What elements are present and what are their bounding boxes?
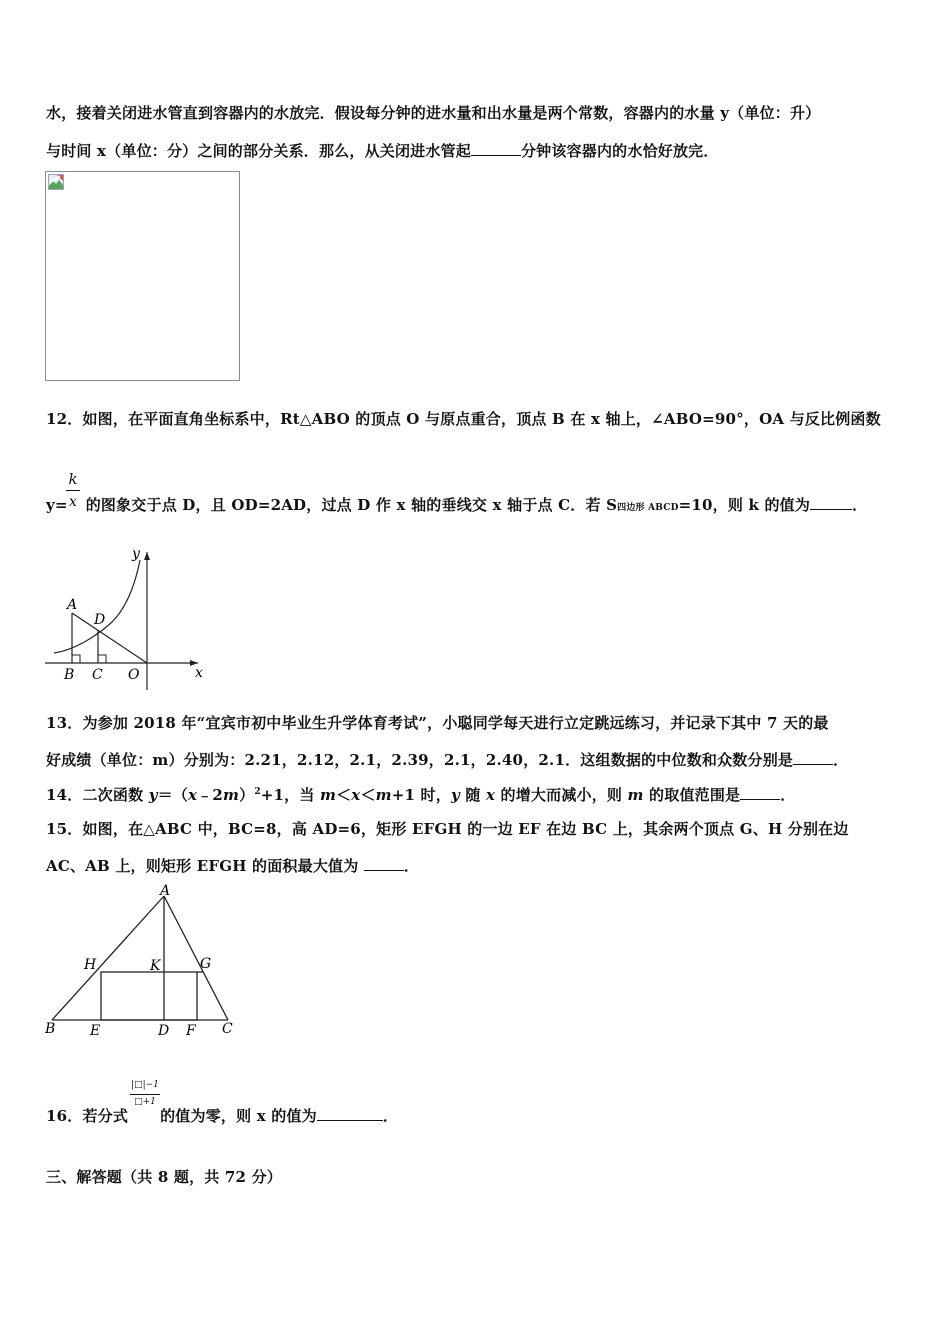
q15-text: AC、AB 上，则矩形 EFGH 的面积最大值为 xyxy=(46,857,364,875)
q12-label-C: C xyxy=(92,667,103,683)
q16-text-2: 的值为零，则 x 的值为 xyxy=(160,1107,317,1125)
intro-line-2 xyxy=(46,140,719,161)
q15-label-D: D xyxy=(158,1023,170,1039)
q12-frac-denominator: x xyxy=(69,494,77,510)
q13-text: 好成绩（单位：m）分别为：2.21，2.12，2.1，2.39，2.1，2.40，2.1．这组数据的中位数和众数分别是 xyxy=(46,751,794,769)
q14-var-y2: y xyxy=(450,786,460,804)
q14-text-9: 随 xyxy=(459,786,486,804)
q14-text-4: ） xyxy=(239,786,255,804)
q12-line-1: 12．如图，在平面直角坐标系中，Rt△ABO 的顶点 O 与原点重合，顶点 B 在 x 轴上，∠ABO=90°，OA 与反比例函数 xyxy=(46,410,881,428)
answer-blank xyxy=(471,143,521,156)
q15-line-2 xyxy=(46,855,419,876)
q12-label-D: D xyxy=(94,612,106,628)
q16-answer-blank xyxy=(317,1108,383,1121)
q12-label-A: A xyxy=(67,597,78,613)
q14-superscript: 2 xyxy=(254,787,261,797)
q12-subscript: 四边形 ABCD xyxy=(617,503,679,513)
q16-text-1: 16．若分式 xyxy=(46,1107,129,1125)
q14-var-m4: m xyxy=(627,786,644,804)
q12-end: ． xyxy=(852,496,868,514)
q14-var-m2: m xyxy=(320,786,337,804)
q14-text-5: +1，当 xyxy=(260,786,321,804)
q12-label-O: O xyxy=(128,667,140,683)
q15-line-1: 15．如图，在△ABC 中，BC=8，高 AD=6，矩形 EFGH 的一边 EF 在边 BC 上，其余两个顶点 G、H 分别在边 xyxy=(46,820,849,838)
q12-y-prefix: y= xyxy=(46,496,68,514)
q12-frac-bar xyxy=(66,490,80,491)
q14-var-m3: m xyxy=(375,786,392,804)
q16-line xyxy=(46,1105,398,1126)
q14-text-2: ＝（ xyxy=(157,786,189,804)
q15-label-H: H xyxy=(84,957,97,973)
q14-var-x: x xyxy=(188,786,198,804)
q14-var-x3: x xyxy=(485,786,496,804)
q12-frac-numerator: k xyxy=(68,470,78,488)
q12-label-B: B xyxy=(64,667,75,683)
intro-line-1: 水，接着关闭进水管直到容器内的水放完．假设每分钟的进水量和出水量是两个常数，容器内的水量 y（单位：升） xyxy=(46,104,821,122)
broken-image-placeholder xyxy=(45,171,240,381)
intro-line-2-tail: 分钟该容器内的水恰好放完． xyxy=(520,142,719,160)
q14-text-7: ＜ xyxy=(360,786,376,804)
q15-label-F: F xyxy=(186,1023,196,1039)
q14-end: ． xyxy=(780,786,796,804)
q12-text-b: =10，则 k 的值为 xyxy=(678,496,811,514)
q13-end: ． xyxy=(833,751,849,769)
q15-label-E: E xyxy=(90,1023,101,1039)
q12-label-y: y xyxy=(132,546,140,562)
q14-text-1: 14．二次函数 xyxy=(46,786,149,804)
q15-label-A: A xyxy=(160,883,171,899)
q14-line xyxy=(46,784,795,805)
q14-var-m: m xyxy=(223,786,240,804)
q14-text-8: +1 时， xyxy=(391,786,451,804)
q13-answer-blank xyxy=(793,752,833,765)
q15-label-K: K xyxy=(150,958,161,974)
q14-text-10: 的增大而减小，则 xyxy=(495,786,628,804)
q13-line-1: 13．为参加 2018 年“宜宾市初中毕业生升学体育考试”，小聪同学每天进行立定跳远练习，并记录下其中 7 天的最 xyxy=(46,714,829,732)
q12-figure xyxy=(40,540,220,700)
q12-line-2 xyxy=(46,494,867,515)
q12-label-x: x xyxy=(195,665,203,681)
q16-frac-bar xyxy=(130,1094,160,1095)
q14-var-x2: x xyxy=(351,786,361,804)
q14-text-6: ＜ xyxy=(336,786,352,804)
q14-answer-blank xyxy=(740,787,780,800)
q15-label-B: B xyxy=(45,1021,56,1037)
q15-label-G: G xyxy=(200,956,212,972)
q15-end: ． xyxy=(403,857,420,875)
q15-figure xyxy=(40,880,240,1045)
section-3-heading: 三、解答题（共 8 题，共 72 分） xyxy=(46,1168,283,1186)
q16-frac-numerator: |□|−1 xyxy=(131,1080,159,1090)
q14-text-11: 的取值范围是 xyxy=(643,786,741,804)
q16-end: ． xyxy=(382,1107,399,1125)
q14-var-y: y xyxy=(148,786,158,804)
q14-text-3: ﹣2 xyxy=(197,786,224,804)
q16-frac-denominator: □+1 xyxy=(134,1097,156,1107)
q12-text-a: 的图象交于点 D，且 OD=2AD，过点 D 作 x 轴的垂线交 x 轴于点 C．若 S xyxy=(85,496,618,514)
q12-answer-blank xyxy=(810,497,852,510)
q15-label-C: C xyxy=(222,1021,233,1037)
q13-line-2 xyxy=(46,749,848,770)
intro-line-2-text: 与时间 x（单位：分）之间的部分关系．那么，从关闭进水管起 xyxy=(46,142,471,160)
q15-answer-blank xyxy=(364,858,404,871)
broken-image-icon xyxy=(48,174,64,190)
